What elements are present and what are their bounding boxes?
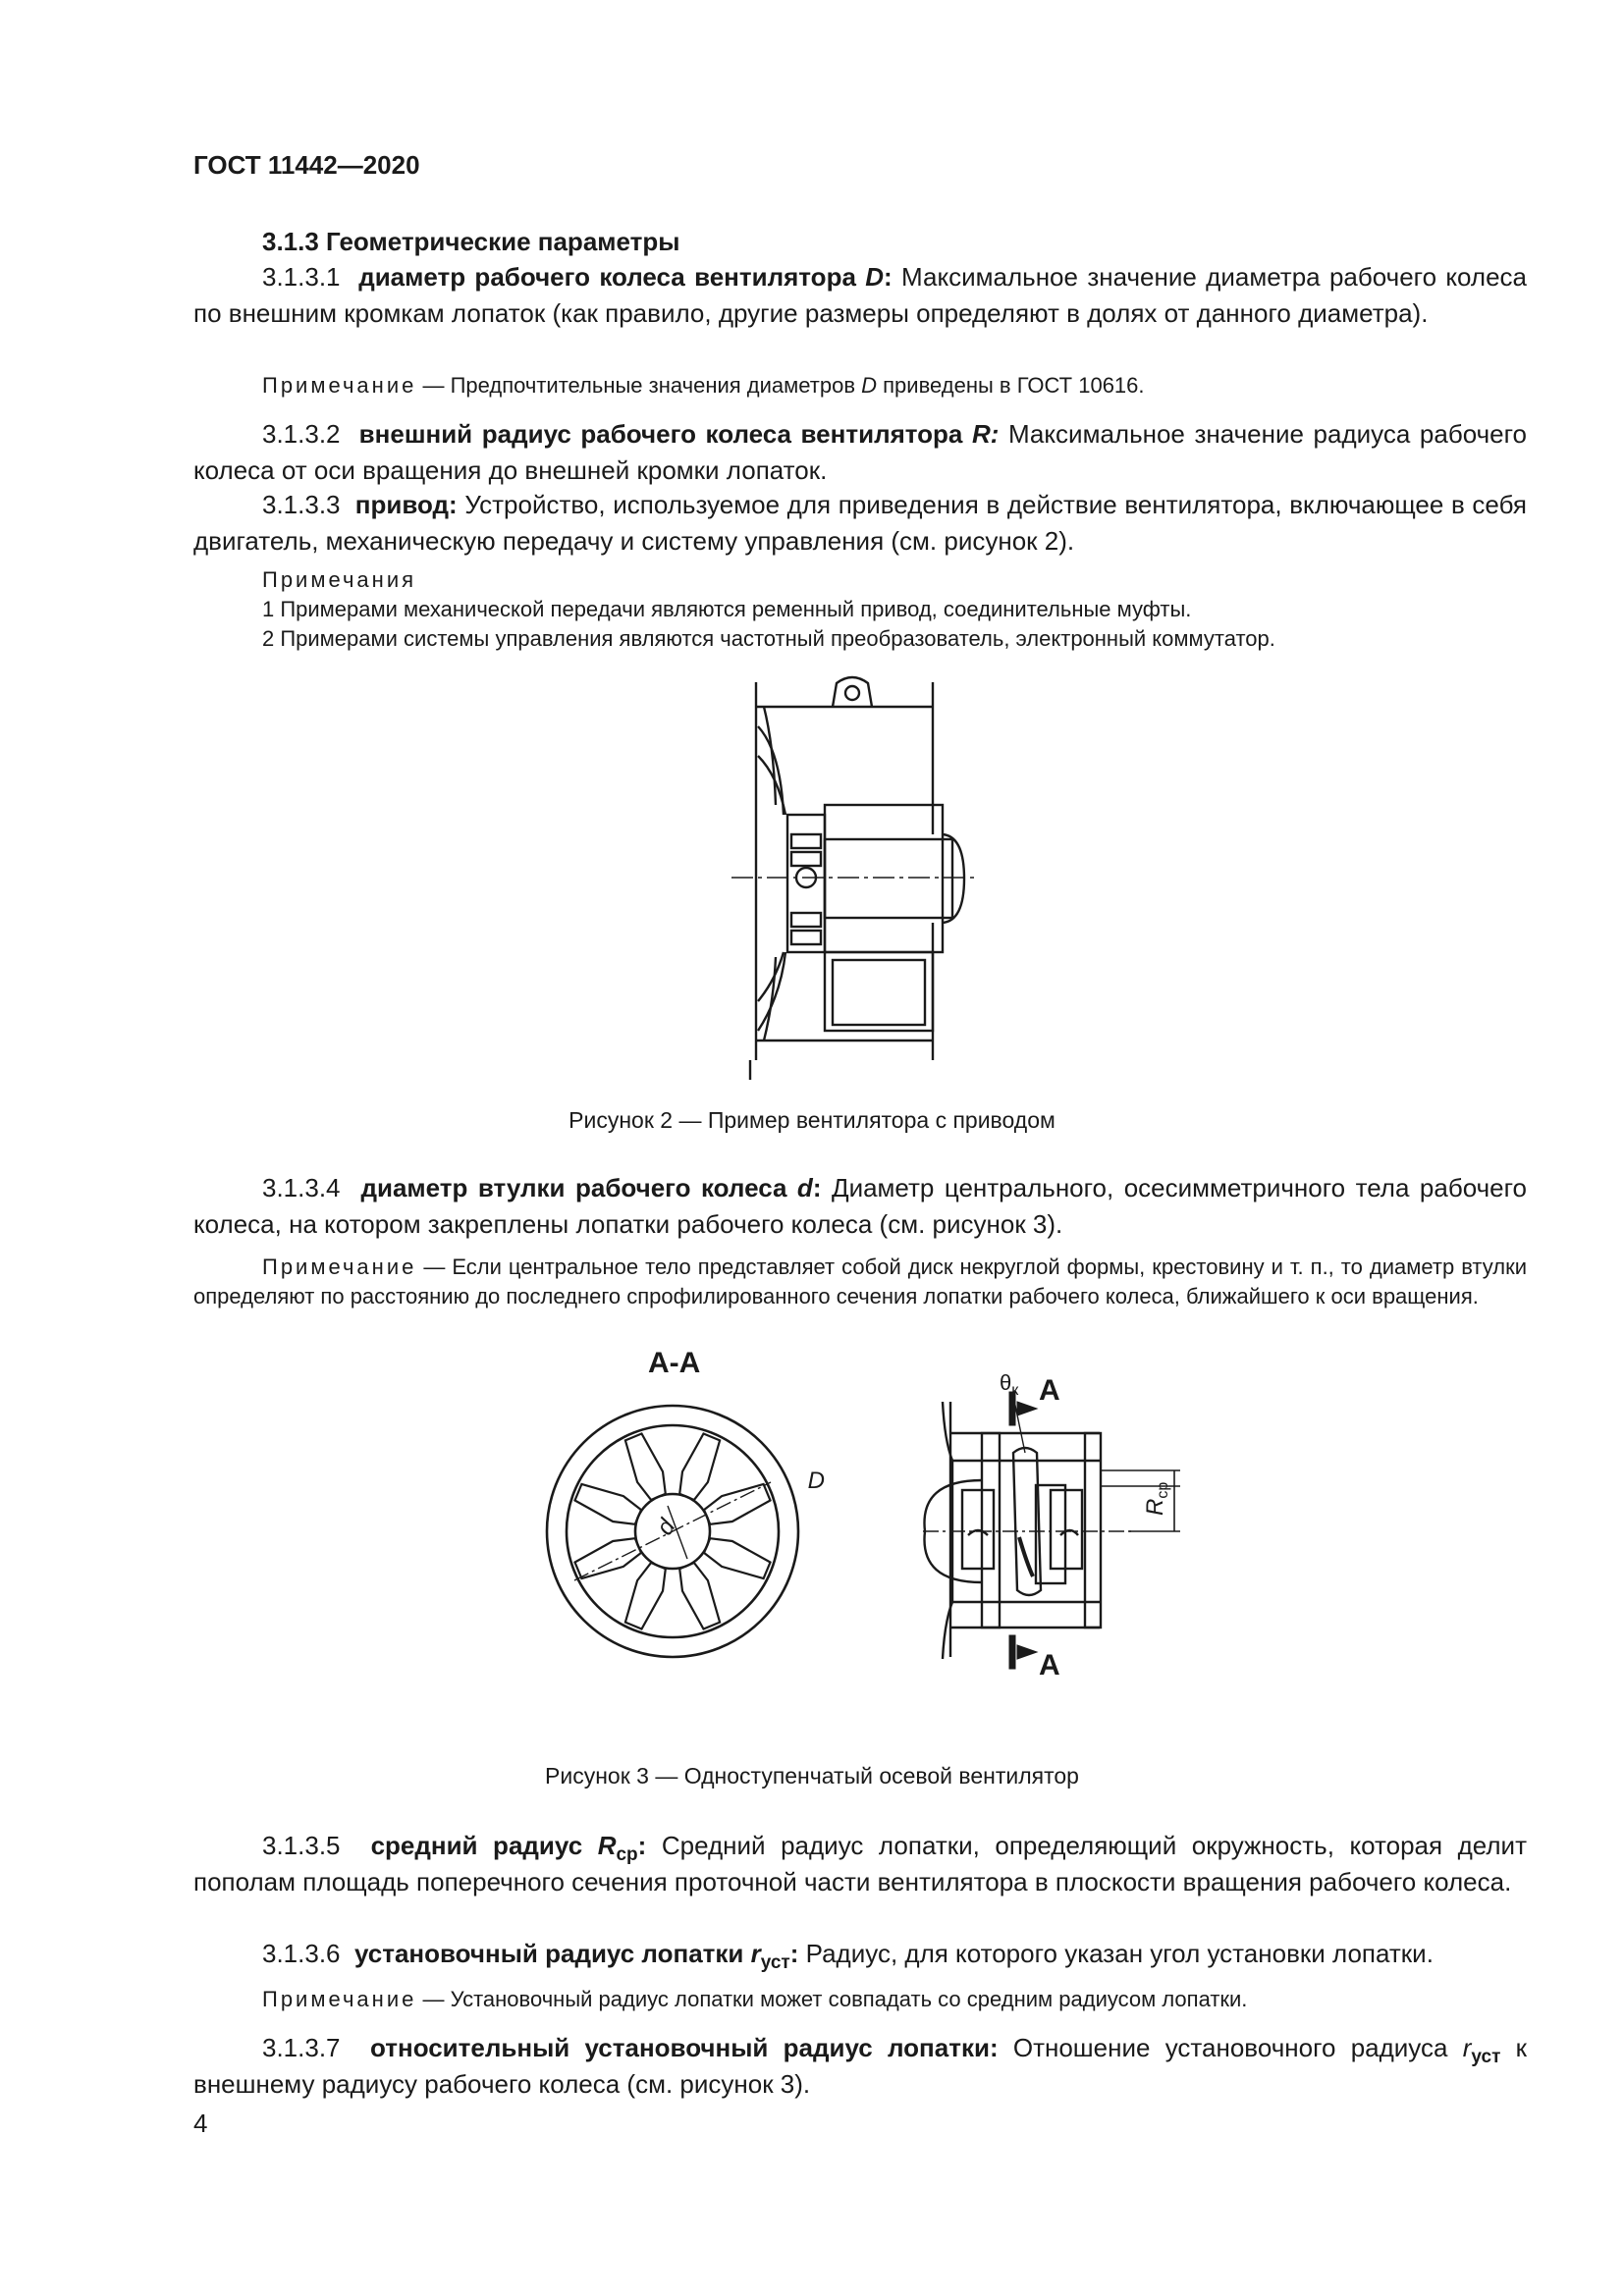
theta-symbol: θ: [1000, 1370, 1012, 1395]
term: привод:: [354, 490, 458, 519]
notes-label: Примечания: [262, 567, 417, 592]
term: установочный радиус лопатки: [353, 1939, 744, 1968]
term-subscript: уст: [1471, 2047, 1501, 2067]
page-header: [193, 147, 1527, 184]
section-heading: [193, 224, 1527, 260]
mean-radius-label: [1142, 1482, 1171, 1516]
definition-text: Устройство, используемое для приведения в действие вентилятора, включающее в себя двигатель, механическую передачу и систему управления (см. рисунок 2).: [193, 490, 1527, 556]
term-symbol: R: [597, 1831, 617, 1860]
R-symbol: R: [1142, 1498, 1168, 1516]
note-6: [193, 1985, 1527, 2014]
figure-2-caption: Рисунок 2 — Пример вентилятора с приводом: [568, 1107, 1056, 1133]
term-symbol: r: [750, 1939, 761, 1968]
definition-text: Максимальное значение диаметра рабочего колеса по внешним кромкам лопаток (как правило, другие размеры определяют в долях от данного диаметра).: [193, 262, 1528, 328]
note-label: Примечание: [262, 1255, 417, 1279]
section-mark-top: А: [1039, 1374, 1060, 1407]
note-label: Примечание: [262, 373, 417, 398]
definition-text: Отношение установочного радиуса: [998, 2033, 1463, 2062]
blade: [625, 1434, 666, 1501]
figure-2-drawing: [727, 667, 982, 1080]
R-subscript: ср: [1155, 1481, 1171, 1499]
hub-diameter-label: d: [651, 1515, 681, 1540]
blade-angle-label: [1000, 1370, 1019, 1399]
definition-3-1-3-1: [193, 259, 1527, 332]
definition-3-1-3-3: [193, 487, 1527, 560]
outer-diameter-label: D: [807, 1468, 825, 1494]
section-title: 3.1.3 Геометрические параметры: [262, 227, 680, 256]
term: диаметр рабочего колеса вентилятора: [358, 262, 856, 292]
term-symbol: d: [796, 1173, 813, 1202]
item-number: 3.1.3.4: [262, 1173, 341, 1202]
term: внешний радиус рабочего колеса вентилятора: [358, 419, 963, 449]
figure-3-caption: Рисунок 3 — Одноступенчатый осевой вентилятор: [545, 1763, 1079, 1789]
definition-3-1-3-4: [193, 1170, 1527, 1243]
item-number: 3.1.3.6: [262, 1939, 341, 1968]
term: диаметр втулки рабочего колеса: [360, 1173, 787, 1202]
item-number: 3.1.3.3: [262, 490, 341, 519]
item-number: 3.1.3.5: [262, 1831, 341, 1860]
definition-3-1-3-7: [193, 2030, 1527, 2103]
figure-3-section-view: [530, 1343, 825, 1667]
note-symbol: D: [861, 373, 878, 398]
term-subscript: уст: [760, 1952, 790, 1973]
item-number: 3.1.3.7: [262, 2033, 341, 2062]
definition-3-1-3-6: [193, 1936, 1527, 1972]
blade: [679, 1563, 720, 1629]
blade: [575, 1484, 642, 1524]
term-colon: :: [637, 1831, 647, 1860]
definition-text: Средний радиус лопатки, определяющий окружность, которая делит пополам площадь поперечного сечения проточной части вентилятора в плоскости вращения рабочего колеса.: [193, 1831, 1527, 1896]
definition-text: Диаметр центрального, осесимметричного тела рабочего колеса, на котором закреплены лопатки рабочего колеса (см. рисунок 3).: [193, 1173, 1527, 1239]
term-subscript: ср: [616, 1844, 638, 1865]
term-colon: :: [812, 1173, 822, 1202]
blade: [625, 1563, 666, 1629]
notes-3: [193, 565, 1527, 654]
term-symbol: D: [865, 262, 885, 292]
definition-text: Радиус, для которого указан угол установки лопатки.: [798, 1939, 1434, 1968]
note-text-pre: — Предпочтительные значения диаметров: [416, 373, 862, 398]
definition-3-1-3-2: [193, 416, 1527, 489]
page-number: 4: [193, 2109, 208, 2138]
blade: [704, 1484, 771, 1524]
note-line-2: 2 Примерами системы управления являются частотный преобразователь, электронный коммутатор.: [262, 626, 1275, 651]
document-code: ГОСТ 11442—2020: [193, 150, 420, 180]
section-label: А-А: [648, 1347, 701, 1379]
term-symbol: r: [1462, 2033, 1472, 2062]
blade: [704, 1538, 771, 1578]
definition-text-2: к внешнему радиусу рабочего колеса (см. рисунок 3).: [193, 2033, 1527, 2099]
note-label: Примечание: [262, 1987, 417, 2011]
definition-3-1-3-5: [193, 1828, 1527, 1900]
theta-subscript: к: [1011, 1382, 1019, 1399]
note-text: — Установочный радиус лопатки может совпадать со средним радиусом лопатки.: [416, 1987, 1248, 2011]
blade: [575, 1538, 642, 1578]
item-number: 3.1.3.2: [262, 419, 341, 449]
term: средний радиус: [370, 1831, 583, 1860]
term-colon: :: [789, 1939, 799, 1968]
term: относительный установочный радиус лопатки:: [370, 2033, 999, 2062]
section-mark-bottom: А: [1039, 1649, 1060, 1677]
note-text-post: приведены в ГОСТ 10616.: [877, 373, 1145, 398]
item-number: 3.1.3.1: [262, 262, 341, 292]
note-line-1: 1 Примерами механической передачи являются ременный привод, соединительные муфты.: [262, 597, 1192, 621]
term-symbol: R:: [971, 419, 1000, 449]
blade: [679, 1434, 720, 1501]
definition-text: Максимальное значение радиуса рабочего колеса от оси вращения до внешней кромки лопаток.: [193, 419, 1527, 485]
note-text: — Если центральное тело представляет собой диск некруглой формы, крестовину и т. п., то диаметр втулки определяют по расстоянию до последнего спрофилированного сечения лопатки рабочего колеса, ближайшего к оси вращения.: [193, 1255, 1527, 1308]
note-4: [193, 1253, 1527, 1311]
term-colon: :: [884, 262, 893, 292]
figure-3-side-view: [923, 1343, 1218, 1677]
note-1: [193, 371, 1527, 400]
